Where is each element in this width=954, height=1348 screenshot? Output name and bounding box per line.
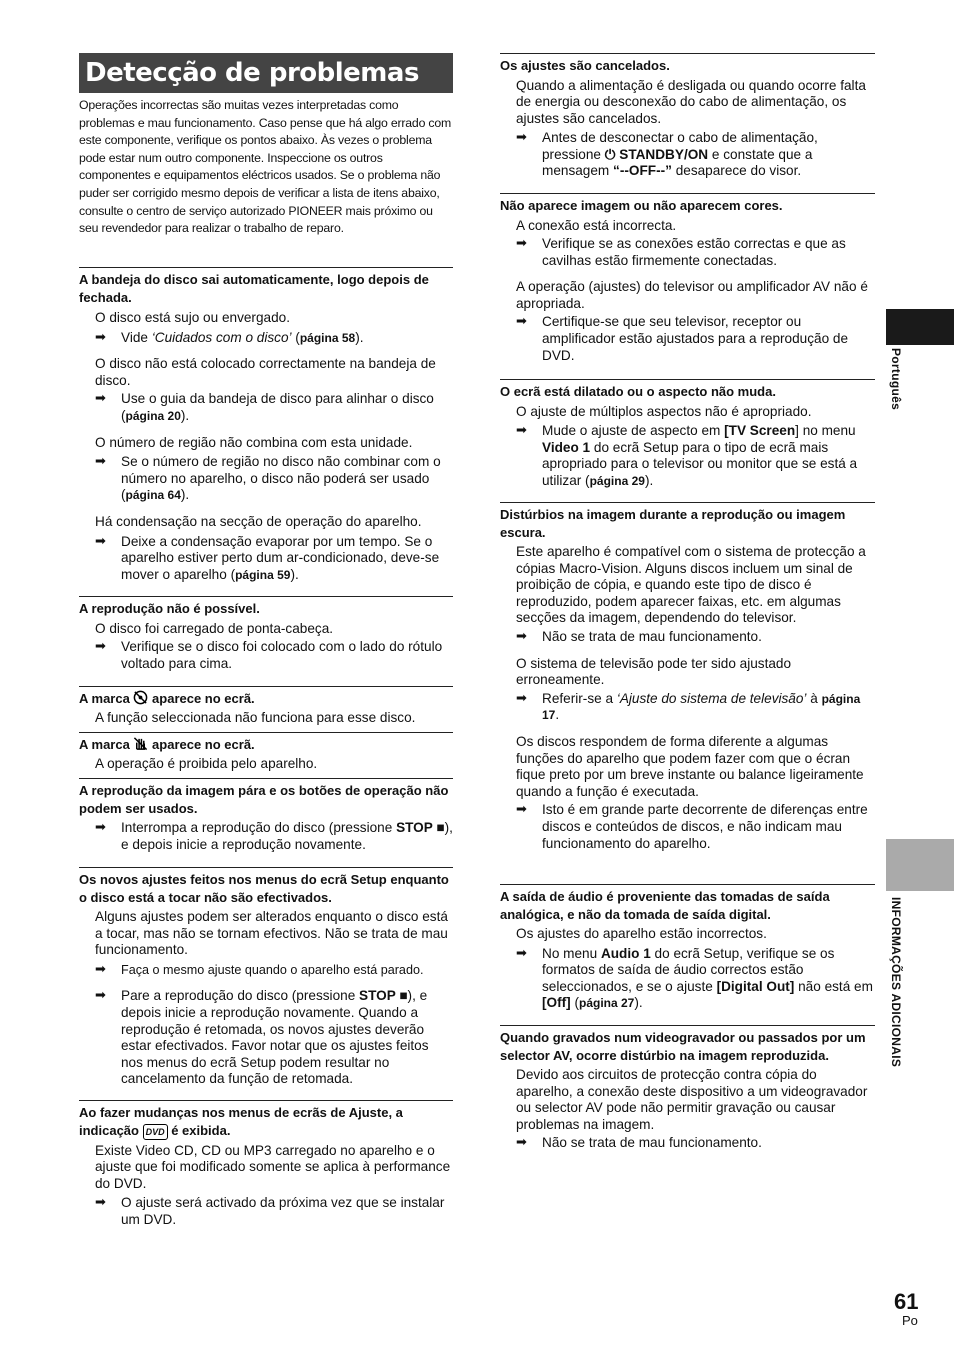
sidebar-language-tab <box>886 309 954 345</box>
page-reference: página 64 <box>125 488 181 503</box>
section-heading: A reprodução não é possível. <box>79 601 260 616</box>
cause: A conexão está incorrecta. <box>516 217 677 233</box>
arrow-icon: ➡ <box>95 391 106 407</box>
stop-button-label: STOP ■ <box>359 988 408 1004</box>
section-heading: O ecrã está dilatado ou o aspecto não muda. <box>500 384 776 399</box>
remedy: ➡ Mude o ajuste de aspecto em [TV Screen] no menu Video 1 do ecrã Setup para o tipo de ecrã mais apropriado para o televisor ou monitor que se está a utilizar (página 29). <box>516 423 858 488</box>
reference-title: ‘Cuidados com o disco’ <box>151 329 292 345</box>
section-picture-noise <box>500 502 875 852</box>
arrow-icon: ➡ <box>516 690 527 706</box>
cause: O ajuste de múltiplos aspectos não é apropriado. <box>516 403 812 419</box>
stop-button-label: STOP ■ <box>396 820 445 835</box>
section-mark-not-function <box>79 686 453 726</box>
page-reference: página 59 <box>235 567 291 582</box>
arrow-icon: ➡ <box>516 236 527 252</box>
page-number: 61 <box>894 1289 919 1314</box>
arrow-icon: ➡ <box>95 961 106 977</box>
cause: Os ajustes do aparelho estão incorrectos. <box>516 926 767 941</box>
arrow-icon: ➡ <box>516 945 527 961</box>
arrow-icon: ➡ <box>516 423 527 439</box>
remedy: ➡ Interrompa a reprodução do disco (pressione STOP ■), e depois inicie a reprodução novamente. <box>95 820 453 852</box>
arrow-icon: ➡ <box>95 1195 106 1211</box>
cause: O disco foi carregado de ponta-cabeça. <box>95 620 334 636</box>
section-heading: Distúrbios na imagem durante a reprodução ou imagem escura. <box>500 507 846 540</box>
section-dvd-indicator <box>79 1100 453 1228</box>
remedy: ➡ Faça o mesmo ajuste quando o aparelho está parado. <box>95 961 424 977</box>
cause: Alguns ajustes podem ser alterados enquanto o disco está a tocar, mas não se tornam efectivos. Não se trata de mau funcionamento. <box>95 909 448 958</box>
page-language-code: Po <box>902 1313 918 1328</box>
section-heading: Não aparece imagem ou não aparecem cores. <box>500 198 783 213</box>
section-playback-not-possible <box>79 596 453 672</box>
remedy: ➡ Referir-se a ‘Ajuste do sistema de televisão’ à página 17. <box>516 690 861 723</box>
section-heading: A saída de áudio é proveniente das tomadas de saída analógica, e não da tomada de saída digital. <box>500 889 830 922</box>
section-recording-disturbance <box>500 1025 875 1152</box>
section-heading: Quando gravados num videogravador ou passados por um selector AV, ocorre distúrbio na imagem reproduzida. <box>500 1030 866 1063</box>
intro-paragraph: Operações incorrectas são muitas vezes interpretadas como problemas e mau funcionamento. Caso pense que há algo errado com este componente, verifique os pontos abaixo. Às vezes o problema pode estar num outro componente. Inspeccione os outros componentes e equipamentos eléctricos usados. Se o problema não puder ser corrigido mesmo depois de verificar a lista de itens abaixo, consulte o centro de serviço autorizado PIONEER mais próximo ou seu revendedor para realizar o trabalho de reparo. <box>79 98 452 236</box>
page-reference: página 17 <box>542 691 861 723</box>
cause: A operação é proibida pelo aparelho. <box>95 755 318 771</box>
hand-prohibited-icon <box>133 736 148 751</box>
page-reference: página 29 <box>589 473 645 488</box>
arrow-icon: ➡ <box>516 314 527 330</box>
arrow-icon: ➡ <box>516 802 527 818</box>
section-heading: A bandeja do disco sai automaticamente, logo depois de fechada. <box>79 272 429 305</box>
arrow-icon: ➡ <box>516 1135 527 1151</box>
cause: Devido aos circuitos de protecção contra cópia do aparelho, a conexão deste dispositivo a um videogravador ou selector AV pode não permitir gravação ou causar problemas na imagem. <box>516 1067 868 1132</box>
remedy: ➡ Verifique se as conexões estão correctas e que as cavilhas estão firmemente conectadas. <box>516 236 846 268</box>
display-message: “--OFF--” <box>613 163 672 179</box>
cause: O disco está sujo ou envergado. <box>95 310 290 325</box>
remedy: ➡ Não se trata de mau funcionamento. <box>516 1135 762 1151</box>
section-mark-prohibited <box>79 732 453 772</box>
arrow-icon: ➡ <box>95 533 106 549</box>
arrow-icon: ➡ <box>516 130 527 146</box>
cause: Há condensação na secção de operação do aparelho. <box>95 513 422 529</box>
remedy: ➡ Verifique se o disco foi colocado com o lado do rótulo voltado para cima. <box>95 639 443 671</box>
cause: O disco não está colocado correctamente na bandeja de disco. <box>95 356 436 388</box>
cause: A função seleccionada não funciona para esse disco. <box>95 709 416 725</box>
remedy: ➡ No menu Audio 1 do ecrã Setup, verifique se os formatos de saída de áudio correctos estão seleccionados, e se o ajuste [Digital Out] não está em [Off] (página 27). <box>516 945 873 1011</box>
sidebar-language-label: Português <box>889 348 903 411</box>
section-heading: Os novos ajustes feitos nos menus do ecrã Setup enquanto o disco está a tocar não são efectivados. <box>79 872 449 905</box>
remedy: ➡ Antes de desconectar o cabo de alimentação, pressione ⏻ STANDBY/ON e constate que a mensagem “--OFF--” desaparece do visor. <box>516 130 818 179</box>
page-reference: página 20 <box>125 408 181 423</box>
section-no-picture <box>500 193 875 364</box>
standby-button-label: ⏻ STANDBY/ON <box>604 146 709 162</box>
cause: Este aparelho é compatível com o sistema de protecção a cópias Macro-Vision. Alguns discos incluem um sinal de proibição de cópia, e quando este tipo de disco é reproduzido, podem aparecer faixas, etc. em algumas secções da imagem, dependendo do televisor. <box>516 544 866 626</box>
section-setup-not-effective <box>79 867 453 1088</box>
arrow-icon: ➡ <box>95 454 106 470</box>
arrow-icon: ➡ <box>95 988 106 1004</box>
remedy: ➡ Vide ‘Cuidados com o disco’ (página 58). <box>95 329 364 345</box>
page-reference: página 58 <box>299 330 356 345</box>
remedy: ➡ O ajuste será activado da próxima vez que se instalar um DVD. <box>95 1195 445 1227</box>
section-heading: Ao fazer mudanças nos menus de ecrãs de Ajuste, a indicação DVD é exibida. <box>79 1105 403 1138</box>
section-screen-stretched <box>500 379 875 489</box>
section-heading: A marca aparece no ecrã. <box>79 737 255 752</box>
remedy: ➡ Se o número de região no disco não combinar com o número no aparelho, o disco não poderá ser usado (página 64). <box>95 454 441 503</box>
cause: Existe Video CD, CD ou MP3 carregado no aparelho e o ajuste que foi modificado somente se aplica à performance do DVD. <box>95 1142 451 1191</box>
disc-prohibited-icon <box>133 690 148 705</box>
cause: Os discos respondem de forma diferente a algumas funções do aparelho que podem fazer com que o écran fique preto por um breve instante ou balance ligeiramente quando a função é executada. <box>516 733 864 799</box>
remedy: ➡ Isto é em grande parte decorrente de diferenças entre discos e conteúdos de discos, e não indicam mau funcionamento do aparelho. <box>516 802 868 851</box>
cause: A operação (ajustes) do televisor ou amplificador AV não é apropriada. <box>516 279 868 311</box>
section-disc-tray-ejects <box>79 267 453 583</box>
section-settings-cancelled <box>500 53 875 180</box>
page-title: Detecção de problemas <box>79 53 453 93</box>
section-playback-stops <box>79 778 453 853</box>
arrow-icon: ➡ <box>95 820 106 835</box>
remedy: ➡ Pare a reprodução do disco (pressione STOP ■), e depois inicie a reprodução novamente. Quando a reprodução é retomada, os novos ajustes deverão estar efectivados. Favor notar que os ajustes feitos nos menus do ecrã Setup podem resultar no cancelamento da função de retomada. <box>95 988 429 1087</box>
cause: Quando a alimentação é desligada ou quando ocorre falta de energia ou desconexão do cabo de alimentação, os ajustes são cancelados. <box>516 77 866 126</box>
sidebar-section-label: INFORMAÇÕES ADICIONAIS <box>889 897 903 1068</box>
arrow-icon: ➡ <box>95 329 106 345</box>
remedy: ➡ Use o guia da bandeja de disco para alinhar o disco (página 20). <box>95 391 434 423</box>
cause: O número de região não combina com esta unidade. <box>95 434 413 450</box>
sidebar-section-tab <box>886 839 954 891</box>
section-heading: Os ajustes são cancelados. <box>500 58 670 73</box>
remedy: ➡ Não se trata de mau funcionamento. <box>516 628 762 644</box>
remedy: ➡ Certifique-se que seu televisor, receptor ou amplificador estão ajustados para a reprodução de DVD. <box>516 314 849 363</box>
arrow-icon: ➡ <box>95 639 106 655</box>
remedy: ➡ Deixe a condensação evaporar por um tempo. Se o aparelho estiver perto dum ar-condicionado, deve-se mover o aparelho (página 59). <box>95 533 440 582</box>
dvd-icon: DVD <box>143 1124 168 1140</box>
page-reference: página 27 <box>579 996 635 1011</box>
arrow-icon: ➡ <box>516 628 527 644</box>
section-heading: A reprodução da imagem pára e os botões de operação não podem ser usados. <box>79 783 449 816</box>
cause: O sistema de televisão pode ter sido ajustado erroneamente. <box>516 655 792 688</box>
reference-title: ‘Ajuste do sistema de televisão’ <box>616 690 807 706</box>
section-audio-analog <box>500 884 875 1012</box>
section-heading: A marca aparece no ecrã. <box>79 691 255 706</box>
